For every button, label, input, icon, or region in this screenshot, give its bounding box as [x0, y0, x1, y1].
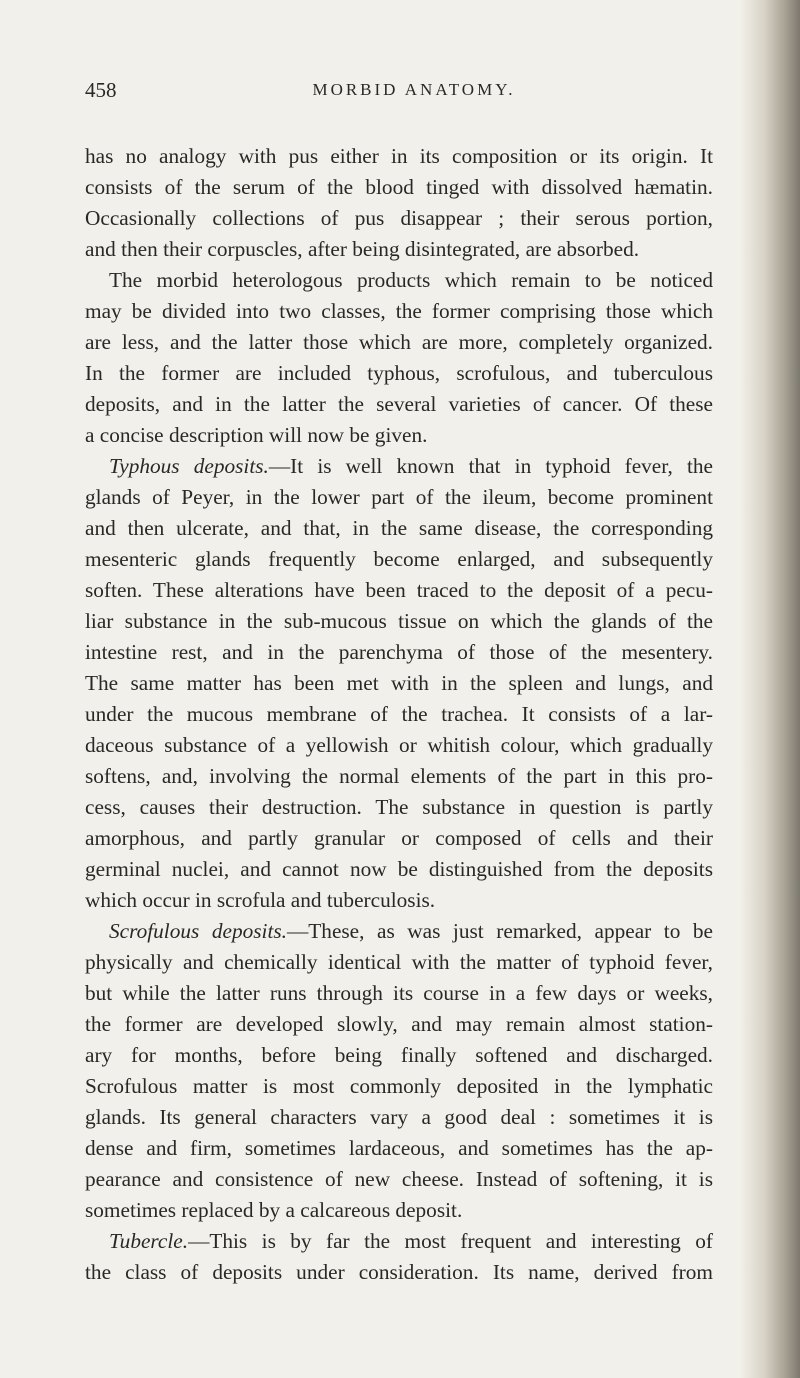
line-text: The morbid heterologous products which remain to be noticed — [109, 268, 713, 292]
text-line — [85, 854, 713, 885]
line-text: pearance and consistence of new cheese. Instead of softening, it is — [85, 1167, 713, 1191]
body-text — [85, 141, 713, 1288]
line-text: The same matter has been met with in the spleen and lungs, and — [85, 671, 713, 695]
line-text: a concise description will now be given. — [85, 423, 428, 447]
text-line — [85, 482, 713, 513]
page-header — [85, 78, 713, 108]
line-text: mesenteric glands frequently become enlarged, and subsequently — [85, 547, 713, 571]
line-text: intestine rest, and in the parenchyma of those of the mesentery. — [85, 640, 713, 664]
text-line — [85, 1133, 713, 1164]
line-text: are less, and the latter those which are more, completely organized. — [85, 330, 713, 354]
text-line — [85, 513, 713, 544]
text-line — [85, 1195, 713, 1226]
text-line — [85, 296, 713, 327]
line-text: but while the latter runs through its course in a few days or weeks, — [85, 981, 713, 1005]
line-text: liar substance in the sub-mucous tissue on which the glands of the — [85, 609, 713, 633]
text-line — [85, 885, 713, 916]
text-line — [85, 544, 713, 575]
line-text: soften. These alterations have been traced to the deposit of a pecu- — [85, 578, 713, 602]
text-line — [85, 1257, 713, 1288]
line-text: —This is by far the most frequent and interesting of — [188, 1229, 713, 1253]
line-text: daceous substance of a yellowish or whitish colour, which gradually — [85, 733, 713, 757]
running-title: MORBID ANATOMY. — [312, 80, 516, 99]
line-text: physically and chemically identical with the matter of typhoid fever, — [85, 950, 713, 974]
text-line — [85, 203, 713, 234]
text-line — [85, 358, 713, 389]
text-line — [85, 1040, 713, 1071]
line-text: amorphous, and partly granular or composed of cells and their — [85, 826, 713, 850]
text-line — [85, 1102, 713, 1133]
text-line — [85, 1009, 713, 1040]
text-line — [85, 172, 713, 203]
text-line — [85, 420, 713, 451]
line-text: under the mucous membrane of the trachea. It consists of a lar- — [85, 702, 713, 726]
text-line — [85, 606, 713, 637]
line-text: In the former are included typhous, scrofulous, and tuberculous — [85, 361, 713, 385]
text-line — [85, 389, 713, 420]
line-text: consists of the serum of the blood tinged with dissolved hæmatin. — [85, 175, 713, 199]
text-line — [85, 1071, 713, 1102]
line-text: and then ulcerate, and that, in the same disease, the corresponding — [85, 516, 713, 540]
line-text: cess, causes their destruction. The substance in question is partly — [85, 795, 713, 819]
text-line — [85, 761, 713, 792]
line-text: may be divided into two classes, the former comprising those which — [85, 299, 713, 323]
line-text: the former are developed slowly, and may remain almost station- — [85, 1012, 713, 1036]
line-text: glands. Its general characters vary a good deal : sometimes it is — [85, 1105, 713, 1129]
text-line — [85, 451, 713, 482]
line-text: Scrofulous matter is most commonly deposited in the lymphatic — [85, 1074, 713, 1098]
line-text: ary for months, before being finally softened and discharged. — [85, 1043, 713, 1067]
page-number: 458 — [85, 78, 117, 102]
text-line — [85, 1226, 713, 1257]
book-binding-shadow — [740, 0, 800, 1378]
text-line — [85, 1164, 713, 1195]
section-heading: Typhous deposits. — [109, 454, 269, 478]
line-text: dense and firm, sometimes lardaceous, and sometimes has the ap- — [85, 1136, 713, 1160]
line-text: —It is well known that in typhoid fever, the — [268, 454, 713, 478]
text-line — [85, 234, 713, 265]
section-heading: Scrofulous deposits. — [109, 919, 287, 943]
text-line — [85, 730, 713, 761]
line-text: glands of Peyer, in the lower part of the ileum, become prominent — [85, 485, 713, 509]
line-text: —These, as was just remarked, appear to be — [286, 919, 713, 943]
text-line — [85, 265, 713, 296]
line-text: which occur in scrofula and tuberculosis. — [85, 888, 436, 912]
line-text: sometimes replaced by a calcareous deposit. — [85, 1198, 463, 1222]
line-text: Occasionally collections of pus disappear ; their serous portion, — [85, 206, 713, 230]
text-line — [85, 575, 713, 606]
text-line — [85, 823, 713, 854]
line-text: the class of deposits under consideration. Its name, derived from — [85, 1260, 713, 1284]
text-line — [85, 637, 713, 668]
line-text: softens, and, involving the normal elements of the part in this pro- — [85, 764, 713, 788]
text-line — [85, 699, 713, 730]
text-line — [85, 792, 713, 823]
line-text: and then their corpuscles, after being disintegrated, are absorbed. — [85, 237, 640, 261]
text-line — [85, 668, 713, 699]
text-line — [85, 327, 713, 358]
text-line — [85, 916, 713, 947]
line-text: deposits, and in the latter the several varieties of cancer. Of these — [85, 392, 713, 416]
text-line — [85, 947, 713, 978]
line-text: germinal nuclei, and cannot now be distinguished from the deposits — [85, 857, 713, 881]
line-text: has no analogy with pus either in its composition or its origin. It — [85, 144, 713, 168]
text-line — [85, 141, 713, 172]
section-heading: Tubercle. — [109, 1229, 189, 1253]
text-line — [85, 978, 713, 1009]
